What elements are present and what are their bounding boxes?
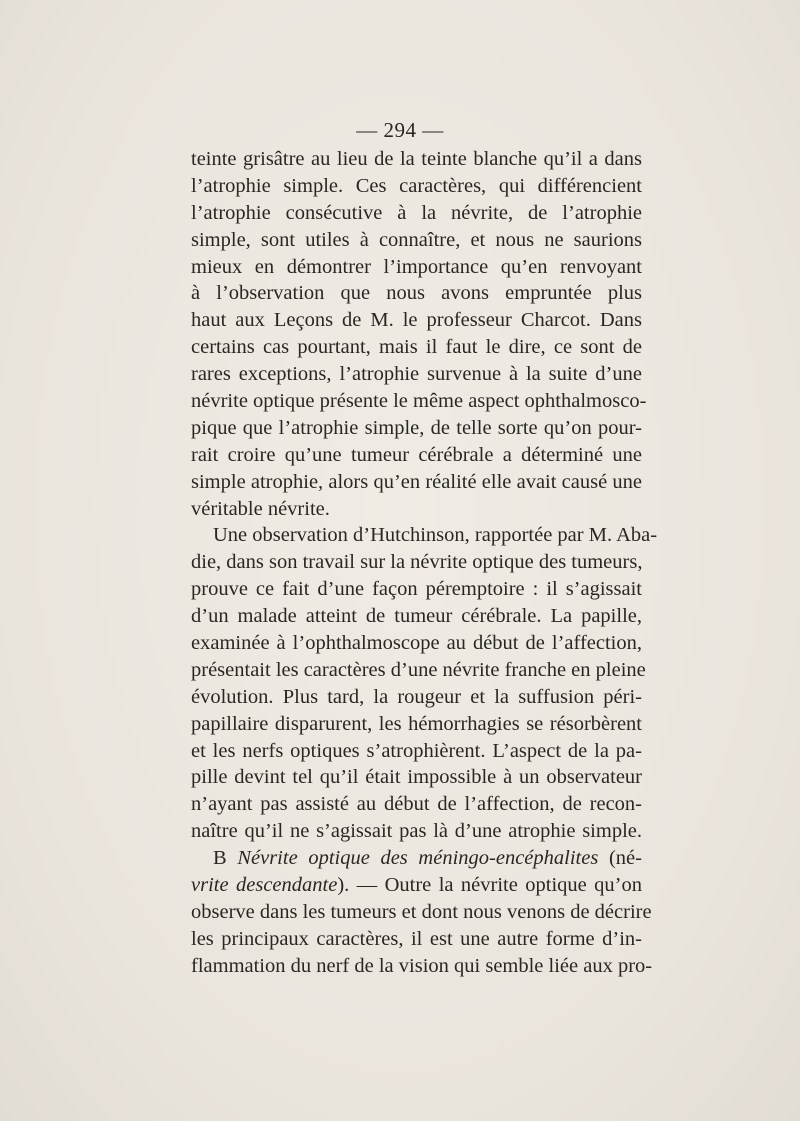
text-line: papillaire disparurent, les hémorrhagies se résorbèrent (191, 712, 642, 735)
section-subtitle: vrite descendante (191, 874, 338, 897)
text-line: die, dans son travail sur la névrite optique des tumeurs, (191, 551, 643, 574)
text-line (191, 872, 642, 899)
text-line: l’atrophie simple. Ces caractères, qui différencient (191, 174, 642, 197)
section-letter: B (213, 847, 238, 870)
text-line: certains cas pourtant, mais il faut le dire, ce sont de (191, 336, 642, 359)
text-line: pique que l’atrophie simple, de telle sorte qu’on pour- (191, 416, 642, 439)
text-line: l’atrophie consécutive à la névrite, de l’atrophie (191, 201, 642, 224)
text-line: rait croire qu’une tumeur cérébrale a déterminé une (191, 443, 642, 466)
text-line: mieux en démontrer l’importance qu’en renvoyant (191, 255, 642, 278)
section-heading-line (191, 845, 642, 872)
text-line: et les nerfs optiques s’atrophièrent. L’aspect de la pa- (191, 739, 642, 762)
text-line: présentait les caractères d’une névrite franche en pleine (191, 658, 646, 681)
page-number: — 294 — (356, 118, 444, 142)
body-text (191, 146, 658, 980)
text-line: flammation du nerf de la vision qui semble liée aux pro- (191, 954, 653, 977)
text-line: à l’observation que nous avons empruntée plus (191, 282, 642, 305)
section-title: Névrite optique des méningo-encéphalites (237, 847, 599, 870)
text-line: simple, sont utiles à connaître, et nous ne saurions (191, 228, 642, 251)
text-line: Une observation d’Hutchinson, rapportée par M. Aba- (213, 524, 658, 547)
text-line: pille devint tel qu’il était impossible à un observateur (191, 766, 642, 789)
text-line: névrite optique présente le même aspect ophthalmosco- (191, 390, 647, 413)
text-line: examinée à l’ophthalmoscope au début de l’affection, (191, 632, 642, 655)
text-line: d’un malade atteint de tumeur cérébrale. La papille, (191, 605, 642, 628)
text-line: naître qu’il ne s’agissait pas là d’une atrophie simple. (191, 820, 642, 843)
text-line: véritable névrite. (191, 497, 330, 520)
text-line: haut aux Leçons de M. le professeur Charcot. Dans (191, 309, 642, 332)
section-title-suffix: (né- (598, 847, 642, 870)
text-line: simple atrophie, alors qu’en réalité elle avait causé une (191, 470, 642, 493)
text-line: évolution. Plus tard, la rougeur et la suffusion péri- (191, 685, 642, 708)
text-line: rares exceptions, l’atrophie survenue à la suite d’une (191, 363, 642, 386)
text-line: prouve ce fait d’une façon péremptoire : il s’agissait (191, 578, 642, 601)
text-line: n’ayant pas assisté au début de l’affection, de recon- (191, 793, 642, 816)
text-line: teinte grisâtre au lieu de la teinte blanche qu’il a dans (191, 148, 642, 170)
text-line: observe dans les tumeurs et dont nous venons de décrire (191, 900, 652, 923)
text-line-rest: ). — Outre la névrite optique qu’on (337, 874, 642, 897)
text-line: les principaux caractères, il est une autre forme d’in- (191, 927, 642, 950)
